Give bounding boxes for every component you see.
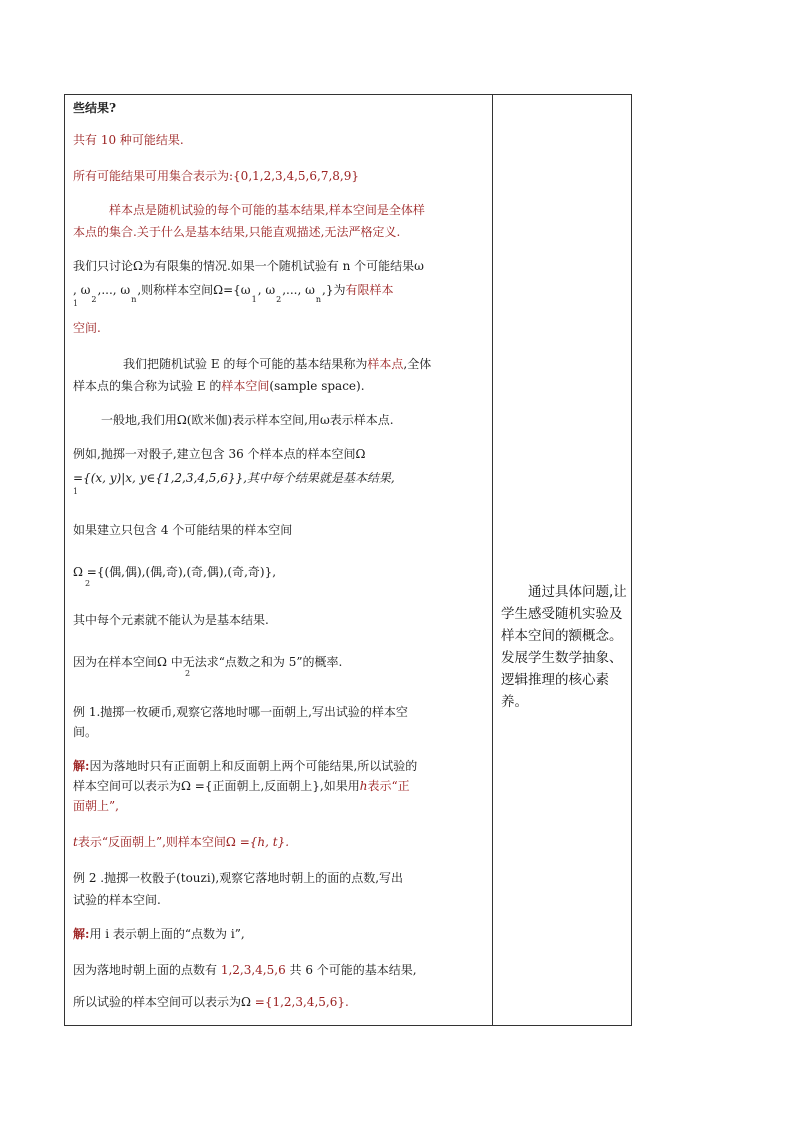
seg: 所以试验的样本空间可以表示为Ω — [73, 995, 255, 1009]
line-cannot-compute: 因为在样本空间Ω 中无法求“点数之和为 5”的概率. — [73, 655, 343, 669]
seg: 表示“正 — [367, 779, 410, 793]
subscript-omega1: 1 — [73, 487, 79, 496]
finite-seg: ,..., ω — [282, 283, 315, 297]
line-result-count: 共有 10 种可能结果. — [73, 133, 184, 147]
seg: 表示“反面朝上”,则样本空间Ω — [77, 835, 240, 849]
notes-column — [493, 95, 631, 1025]
subscript: 2 — [91, 295, 97, 304]
line-finite-3: 空间. — [73, 321, 101, 335]
seg: 我们把随机试验 E 的每个可能的基本结果称为 — [123, 357, 368, 371]
line-set — [73, 169, 359, 183]
subscript: n — [131, 295, 137, 304]
line-solution2-2 — [73, 963, 417, 977]
seg: ,全体 — [403, 357, 432, 371]
seg: 用 i 表示朝上面的“点数为 i”, — [89, 927, 245, 941]
var-h: h — [359, 779, 368, 793]
line-four-results: 如果建立只包含 4 个可能结果的样本空间 — [73, 523, 293, 537]
solution-label: 解: — [73, 759, 90, 773]
subscript: n — [315, 295, 322, 304]
line-finite-2 — [73, 283, 394, 304]
seg: (sample space). — [269, 379, 365, 393]
term-sample-point: 样本点 — [367, 357, 404, 371]
var-t: t — [73, 835, 78, 849]
line-not-basic: 其中每个元素就不能认为是基本结果. — [73, 613, 269, 627]
solution-label: 解: — [73, 927, 90, 941]
seg: 因为落地时只有正面朝上和反面朝上两个可能结果,所以试验的 — [89, 759, 418, 773]
seg: 共 6 个可能的基本结果, — [285, 963, 417, 977]
seg: 因为落地时朝上面的点数有 — [73, 963, 221, 977]
term-sample-space: 样本空间 — [221, 379, 270, 393]
line-example-dice-1: 例如,抛掷一对骰子,建立包含 36 个样本点的样本空间Ω — [73, 447, 366, 461]
seg: ={正面朝上,反面朝上},如果用 — [194, 779, 360, 793]
content-column — [65, 95, 493, 1025]
line-sample-point-2 — [73, 379, 365, 393]
line-example2-2: 试验的样本空间. — [73, 893, 161, 907]
lesson-table — [64, 94, 632, 1026]
subscript-omega2: 2 — [85, 579, 91, 588]
subscript: 2 — [276, 295, 282, 304]
seg: 样本点的集合称为试验 E 的 — [73, 379, 222, 393]
line-example1-2: 间。 — [73, 725, 98, 739]
design-intent-note: 通过具体问题,让学生感受随机实验及样本空间的额概念。发展学生数学抽象、逻辑推理的核心素养。 — [501, 584, 627, 710]
line-omega2-set: Ω ={(偶,偶),(偶,奇),(奇,偶),(奇,奇)}, — [73, 565, 277, 579]
subscript: 1 — [251, 295, 257, 304]
finite-seg: ,}为 — [322, 283, 346, 297]
line-omega: 一般地,我们用Ω(欧米伽)表示样本空间,用ω表示样本点. — [101, 413, 394, 427]
line-solution2-1 — [73, 927, 245, 941]
line-solution1-1 — [73, 759, 417, 773]
line-example2-1: 例 2 .抛掷一枚骰子(touzi),观察它落地时朝上的面的点数,写出 — [73, 871, 404, 885]
subscript-omega2b: 2 — [185, 669, 191, 678]
line-sample-point-1 — [123, 357, 431, 371]
finite-seg: ,..., ω — [97, 283, 131, 297]
finite-seg: , ω — [257, 283, 276, 297]
finite-seg: ,则称样本空间Ω={ω — [137, 283, 251, 297]
line-finite-1: 我们只讨论Ω为有限集的情况.如果一个随机试验有 n 个可能结果ω — [73, 259, 424, 273]
subscript-first: 1 — [73, 299, 79, 308]
seg: ={h, t}. — [239, 835, 290, 849]
set-text: 所有可能结果可用集合表示为:{0,1,2,3,4,5,6,7,8,9} — [73, 169, 359, 183]
line-solution1-4 — [73, 835, 289, 849]
seg: 样本空间可以表示为Ω — [73, 779, 195, 793]
line-continuation: 些结果? — [73, 101, 117, 115]
seg: ={1,2,3,4,5,6}. — [254, 995, 349, 1009]
line-solution1-2 — [73, 779, 410, 793]
seg: 1,2,3,4,5,6 — [220, 963, 286, 977]
line-example-dice-2: ={(x, y)|x, y∈{1,2,3,4,5,6}},其中每个结果就是基本结果, — [73, 471, 395, 485]
line-example1-1: 例 1.抛掷一枚硬币,观察它落地时哪一面朝上,写出试验的样本空 — [73, 705, 408, 719]
line-definition-1: 样本点是随机试验的每个可能的基本结果,样本空间是全体样 — [109, 203, 425, 217]
line-solution1-3: 面朝上”, — [73, 799, 119, 813]
line-definition-2: 本点的集合.关于什么是基本结果,只能直观描述,无法严格定义. — [73, 225, 401, 239]
finite-seg: , ω — [73, 283, 91, 297]
finite-term: 有限样本 — [345, 283, 394, 297]
line-solution2-3 — [73, 995, 349, 1009]
